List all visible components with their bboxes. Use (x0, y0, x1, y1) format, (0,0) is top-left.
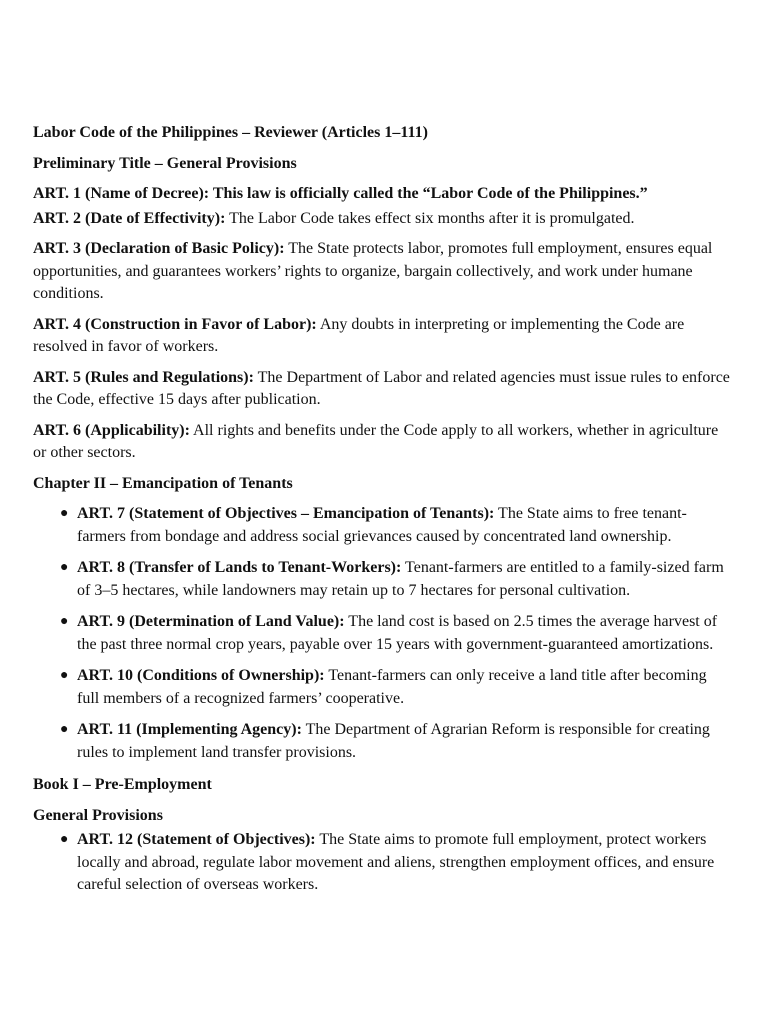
article-text: All rights and benefits under the Code apply to all workers, whether in agriculture or other sectors. (33, 421, 719, 461)
list-item (60, 611, 732, 656)
chapter-2-list (33, 503, 732, 764)
bullet-icon: ● (60, 560, 69, 575)
article-label: ART. 4 (Construction in Favor of Labor): (33, 315, 317, 333)
article-text: The State aims to promote full employment, protect workers locally and abroad, regulate labor movement and aliens, strengthen employment offices, and ensure careful selection of overseas workers. (77, 831, 715, 893)
article-label: ART. 11 (Implementing Agency): (77, 721, 302, 738)
bullet-icon: ● (60, 832, 69, 847)
article-4 (33, 314, 732, 359)
article-text: The Department of Labor and related agencies must issue rules to enforce the Code, effective 15 days after publication. (33, 368, 730, 408)
article-5 (33, 367, 732, 412)
article-label: ART. 8 (Transfer of Lands to Tenant-Workers): (77, 559, 402, 576)
section-heading-chapter-2: Chapter II – Emancipation of Tenants (33, 474, 293, 492)
list-item (60, 719, 732, 764)
article-label: ART. 5 (Rules and Regulations): (33, 368, 254, 386)
article-6 (33, 420, 732, 465)
article-text: The Department of Agrarian Reform is responsible for creating rules to implement land transfer provisions. (77, 721, 710, 761)
article-label: ART. 10 (Conditions of Ownership): (77, 667, 325, 684)
section-heading-book-1: Book I – Pre-Employment (33, 776, 212, 793)
document-title: Labor Code of the Philippines – Reviewer (Articles 1–111) (33, 124, 428, 141)
article-text: Tenant-farmers are entitled to a family-sized farm of 3–5 hectares, while landowners may retain up to 7 hectares for personal cultivation. (77, 559, 724, 599)
list-item (60, 557, 732, 602)
article-2 (33, 208, 732, 231)
article-label: ART. 12 (Statement of Objectives): (77, 831, 316, 848)
list-item (60, 503, 732, 548)
article-label: ART. 6 (Applicability): (33, 421, 190, 439)
article-label: ART. 2 (Date of Effectivity): (33, 209, 226, 227)
bullet-icon: ● (60, 722, 69, 737)
bullet-icon: ● (60, 668, 69, 683)
article-3 (33, 238, 732, 306)
article-label: ART. 9 (Determination of Land Value): (77, 613, 345, 630)
section-heading-preliminary: Preliminary Title – General Provisions (33, 154, 297, 172)
article-text: Any doubts in interpreting or implementing the Code are resolved in favor of workers. (33, 315, 685, 355)
list-item (60, 829, 732, 897)
article-text: The land cost is based on 2.5 times the average harvest of the past three normal crop years, payable over 15 years with government-guaranteed amortizations. (77, 613, 718, 653)
bullet-icon: ● (60, 506, 69, 521)
article-label: ART. 7 (Statement of Objectives – Emancipation of Tenants): (77, 505, 495, 522)
list-item (60, 665, 732, 710)
article-text: Tenant-farmers can only receive a land title after becoming full members of a recognized farmers’ cooperative. (77, 667, 707, 707)
article-text: The State protects labor, promotes full employment, ensures equal opportunities, and guarantees workers’ rights to organize, bargain collectively, and work under humane conditions. (33, 240, 713, 302)
article-text: The State aims to free tenant-farmers from bondage and address social grievances caused by concentrated land ownership. (77, 505, 687, 545)
section-heading-general-provisions: General Provisions (33, 806, 163, 824)
article-text: The Labor Code takes effect six months after it is promulgated. (225, 209, 635, 227)
article-label: ART. 3 (Declaration of Basic Policy): (33, 240, 285, 257)
bullet-icon: ● (60, 614, 69, 629)
general-provisions-list (33, 829, 732, 897)
article-1: ART. 1 (Name of Decree): This law is officially called the “Labor Code of the Philippines.” (33, 185, 648, 202)
